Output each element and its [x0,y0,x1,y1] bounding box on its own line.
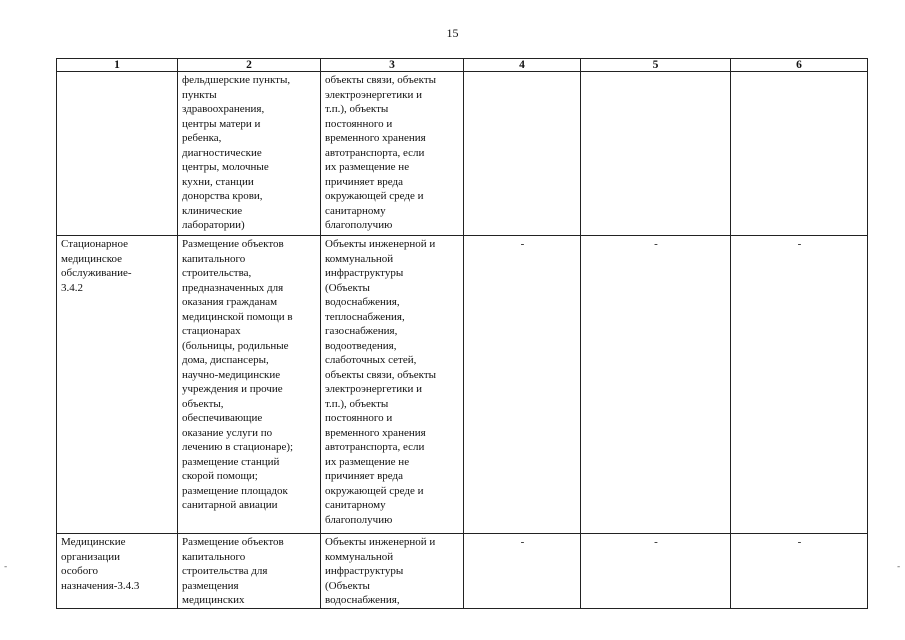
cell-auxiliary-uses: Объекты инженерной и коммунальной инфраструктуры (Объекты водоснабжения, [321,534,464,609]
cell-description: фельдшерские пункты, пункты здравоохранения, центры матери и ребенка, диагностические центры, молочные кухни, станции донорства крови, клинические лаборатории) [178,72,321,236]
right-margin-mark: - [897,562,901,572]
cell-description: Размещение объектов капитального строительства, предназначенных для оказания гражданам медицинской помощи в стационарах (больницы, родильные дома, диспансеры, научно-медицинские учреждения и прочие объекты, обеспечивающие оказание услуги по лечению в стационаре); размещение станций скорой помощи; размещение площадок санитарной авиации [178,236,321,534]
cell-col5: - [581,236,731,534]
cell-col5: - [581,534,731,609]
cell-auxiliary-uses: Объекты инженерной и коммунальной инфраструктуры (Объекты водоснабжения, теплоснабжения, газоснабжения, водоотведения, слаботочных сетей, объекты связи, объекты электроэнергетики и т.п.), объекты постоянного и временного хранения автотранспорта, если их размещение не причиняет вреда окружающей среде и санитарному благополучию [321,236,464,534]
column-header-2: 2 [178,59,321,72]
cell-land-use-type: Стационарное медицинское обслуживание- 3.4.2 [57,236,178,534]
cell-col4: - [464,236,581,534]
cell-col6: - [731,236,868,534]
table-row [57,534,868,609]
cell-col6: - [731,534,868,609]
table-header-row [57,59,868,72]
column-header-1: 1 [57,59,178,72]
zoning-table [56,58,868,609]
cell-auxiliary-uses: объекты связи, объекты электроэнергетики и т.п.), объекты постоянного и временного хранения автотранспорта, если их размещение не причиняет вреда окружающей среде и санитарному благополучию [321,72,464,236]
cell-land-use-type: Медицинские организации особого назначения-3.4.3 [57,534,178,609]
cell-description: Размещение объектов капитального строительства для размещения медицинских [178,534,321,609]
cell-land-use-type [57,72,178,236]
cell-col4: - [464,534,581,609]
left-margin-mark: - [4,562,8,572]
table-row [57,72,868,236]
column-header-5: 5 [581,59,731,72]
cell-col5 [581,72,731,236]
column-header-3: 3 [321,59,464,72]
page-number: 15 [446,26,459,40]
cell-col4 [464,72,581,236]
column-header-4: 4 [464,59,581,72]
cell-col6 [731,72,868,236]
table-row [57,236,868,534]
column-header-6: 6 [731,59,868,72]
